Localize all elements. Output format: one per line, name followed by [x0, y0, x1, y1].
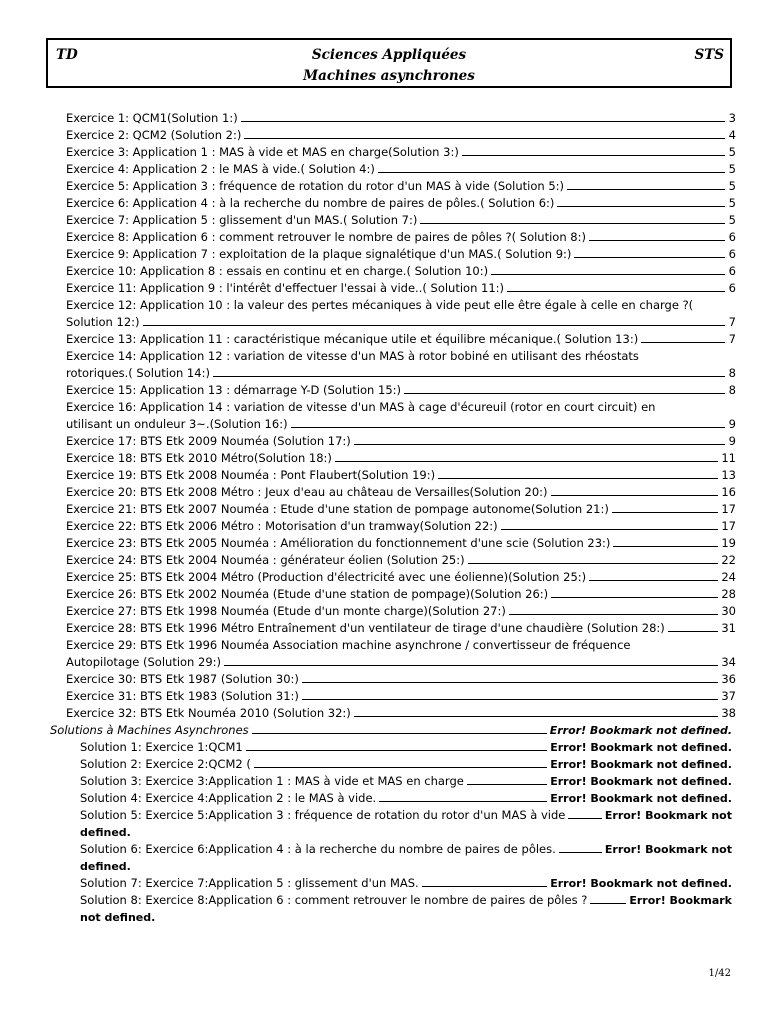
toc-page-ref: 3	[728, 111, 736, 125]
solution-entry-link[interactable]	[50, 773, 732, 790]
toc-entry-label: Exercice 25: BTS Etk 2004 Métro (Production d'électricité avec une éolienne)(Solution 25:)	[66, 570, 587, 584]
toc-entry-link[interactable]	[50, 331, 736, 348]
toc-page-ref: 8	[728, 383, 736, 397]
toc-entry-link[interactable]	[50, 671, 736, 688]
toc-leader-line	[354, 716, 719, 717]
toc-page-ref: 19	[721, 536, 736, 550]
toc-leader-line	[462, 155, 725, 156]
toc-leader-line	[568, 818, 602, 819]
toc-entry-row	[66, 688, 736, 705]
toc-leader-line	[379, 801, 547, 802]
toc-page-ref: 5	[728, 145, 736, 159]
toc-page-ref: 9	[728, 417, 736, 431]
toc-page-ref: Error! Bookmark not defined.	[549, 724, 732, 737]
toc-entry-label: Exercice 21: BTS Etk 2007 Nouméa : Etude d'une station de pompage autonome(Solution 21:)	[66, 502, 609, 516]
toc-page-ref: 38	[721, 706, 736, 720]
toc-entry-link[interactable]	[50, 569, 736, 586]
toc-leader-line	[213, 376, 725, 377]
toc-entry-label: Exercice 2: QCM2 (Solution 2:)	[66, 128, 242, 142]
toc-entry-label: Exercice 31: BTS Etk 1983 (Solution 31:)	[66, 689, 299, 703]
toc-entry-label: Solution 5: Exercice 5:Application 3 : fréquence de rotation du rotor d'un MAS à vide	[80, 808, 566, 822]
toc-page-ref: 7	[728, 332, 736, 346]
toc-entry-row	[66, 314, 736, 331]
toc-entry-label: Solution 1: Exercice 1:QCM1	[80, 740, 243, 754]
toc-leader-line	[302, 699, 718, 700]
toc-entry-label: Exercice 23: BTS Etk 2005 Nouméa : Amélioration du fonctionnement d'une scie (Solution 23:)	[66, 536, 611, 550]
toc-page-ref: 31	[721, 621, 736, 635]
toc-page-ref: 6	[728, 281, 736, 295]
toc-leader-line	[574, 257, 725, 258]
toc-page-ref: 16	[721, 485, 736, 499]
toc-page-ref: 6	[728, 247, 736, 261]
toc-entry-row	[66, 654, 736, 671]
toc-entry-link[interactable]	[50, 399, 736, 433]
toc-page-ref: Error! Bookmark not defined.	[550, 741, 732, 754]
toc-entry-row	[66, 671, 736, 688]
toc-entry-row	[66, 246, 736, 263]
toc-leader-line	[244, 138, 725, 139]
toc-leader-line	[467, 784, 547, 785]
toc-page-ref: 11	[721, 451, 736, 465]
toc-leader-line	[246, 750, 548, 751]
toc-leader-line	[252, 733, 547, 734]
toc-entry-link[interactable]	[50, 110, 736, 127]
toc-page-ref: 9	[728, 434, 736, 448]
toc-page-ref: 5	[728, 162, 736, 176]
toc-entry-line: Exercice 29: BTS Etk 1996 Nouméa Association machine asynchrone / convertisseur de fréquence	[66, 638, 631, 652]
toc-page-ref: 6	[728, 230, 736, 244]
toc-leader-line	[422, 886, 548, 887]
toc-leader-line	[241, 121, 725, 122]
solution-entry-ref-cont: defined.	[80, 826, 131, 839]
toc-page-ref: Error! Bookmark not defined.	[550, 877, 732, 890]
toc-page-ref: Error! Bookmark not defined.	[550, 775, 732, 788]
solution-entry-row	[80, 892, 732, 909]
toc-entry-row	[66, 620, 736, 637]
toc-entry-label: Solution 8: Exercice 8:Application 6 : comment retrouver le nombre de paires de pôles ?	[80, 893, 588, 907]
toc-entry-row	[66, 416, 736, 433]
toc-leader-line	[420, 223, 725, 224]
toc-entry-label: Exercice 17: BTS Etk 2009 Nouméa (Solution 17:)	[66, 434, 351, 448]
toc-entry-link[interactable]	[50, 586, 736, 603]
toc-leader-line	[589, 580, 718, 581]
toc-leader-line	[491, 274, 725, 275]
solution-entry-row	[80, 807, 732, 824]
toc-entry-line: Exercice 16: Application 14 : variation de vitesse d'un MAS à cage d'écureuil (rotor en court circuit) en	[66, 400, 656, 414]
toc-leader-line	[509, 614, 718, 615]
toc-entry-link[interactable]	[50, 552, 736, 569]
toc-entry-label: Exercice 13: Application 11 : caractéristique mécanique utile et équilibre mécanique.( Solution 13:)	[66, 332, 639, 346]
toc-entry-link[interactable]	[50, 620, 736, 637]
toc-entry-row	[66, 195, 736, 212]
page-number: 1/42	[708, 968, 731, 979]
toc-entry-link[interactable]	[50, 603, 736, 620]
toc-entry-label: Exercice 10: Application 8 : essais en continu et en charge.( Solution 10:)	[66, 264, 489, 278]
toc-entry-label: Exercice 26: BTS Etk 2002 Nouméa (Etude d'une station de pompage)(Solution 26:)	[66, 587, 549, 601]
toc-leader-line	[507, 291, 725, 292]
solution-entry-row	[80, 739, 732, 756]
toc-page-ref: 4	[728, 128, 736, 142]
toc-leader-line	[404, 393, 725, 394]
toc-entry-link[interactable]	[50, 246, 736, 263]
toc-page-ref: Error! Bookmark not	[604, 809, 732, 822]
toc-entry-row	[66, 331, 736, 348]
toc-leader-line	[551, 495, 719, 496]
solution-entry-row	[80, 773, 732, 790]
toc-entry-label: Exercice 32: BTS Etk Nouméa 2010 (Solution 32:)	[66, 706, 351, 720]
toc-entry-row	[66, 161, 736, 178]
toc-page-ref: Error! Bookmark not defined.	[550, 792, 732, 805]
toc-entry-row	[66, 127, 736, 144]
toc-entry-link[interactable]	[50, 705, 736, 722]
toc-leader-line	[335, 461, 718, 462]
toc-entry-row	[66, 450, 736, 467]
toc-page-ref: 7	[728, 315, 736, 329]
toc-leader-line	[559, 852, 602, 853]
toc-entry-row	[66, 263, 736, 280]
toc-leader-line	[354, 444, 725, 445]
toc-leader-line	[612, 512, 719, 513]
toc-leader-line	[567, 189, 725, 190]
toc-leader-line	[557, 206, 725, 207]
page-header	[46, 38, 732, 88]
toc-entry-row	[66, 535, 736, 552]
solution-entry-link[interactable]	[50, 756, 732, 773]
toc-entry-row	[66, 382, 736, 399]
toc-entry-row	[66, 467, 736, 484]
solution-entry-link[interactable]	[50, 875, 732, 892]
toc-entry-link[interactable]	[50, 518, 736, 535]
toc-entry-label: Exercice 27: BTS Etk 1998 Nouméa (Etude d'un monte charge)(Solution 27:)	[66, 604, 506, 618]
header-subtitle: Machines asynchrones	[303, 68, 475, 84]
toc-entry-line: Exercice 12: Application 10 : la valeur des pertes mécaniques à vide peut elle être égale à celle en charge ?(	[66, 298, 694, 312]
toc-entry-label: Exercice 15: Application 13 : démarrage Y-D (Solution 15:)	[66, 383, 401, 397]
toc-entry-link[interactable]	[50, 195, 736, 212]
toc-page-ref: 17	[721, 502, 736, 516]
toc-entry-label: utilisant un onduleur 3~.(Solution 16:)	[66, 417, 288, 431]
toc-entry-row	[66, 178, 736, 195]
toc-entry-link[interactable]	[50, 450, 736, 467]
toc-entry-label: Solution 2: Exercice 2:QCM2 (	[80, 757, 251, 771]
toc-entry-link[interactable]	[50, 280, 736, 297]
toc-entry-label: Exercice 1: QCM1(Solution 1:)	[66, 111, 238, 125]
toc-page-ref: 6	[728, 264, 736, 278]
toc-leader-line	[224, 665, 718, 666]
toc-page-ref: 17	[721, 519, 736, 533]
toc-entry-link[interactable]	[50, 297, 736, 331]
toc-leader-line	[143, 325, 726, 326]
toc-entry-link[interactable]	[50, 688, 736, 705]
header-right: STS	[694, 47, 724, 63]
toc-leader-line	[254, 767, 547, 768]
toc-leader-line	[378, 172, 725, 173]
solution-entry-row	[80, 841, 732, 858]
toc-page-ref: 36	[721, 672, 736, 686]
toc-entry-label: Exercice 30: BTS Etk 1987 (Solution 30:)	[66, 672, 299, 686]
toc-entry-row	[66, 110, 736, 127]
toc-leader-line	[589, 240, 725, 241]
toc-page-ref: Error! Bookmark	[629, 894, 732, 907]
toc-entry-label: Exercice 18: BTS Etk 2010 Métro(Solution 18:)	[66, 451, 332, 465]
toc-entry-row	[66, 552, 736, 569]
toc-page-ref: 34	[721, 655, 736, 669]
toc-entry-link[interactable]	[50, 433, 736, 450]
toc-page-ref: Error! Bookmark not defined.	[550, 758, 732, 771]
toc-entry-label: Solution 7: Exercice 7:Application 5 : glissement d'un MAS.	[80, 876, 419, 890]
toc-page-ref: 5	[728, 179, 736, 193]
toc-entry-link[interactable]	[50, 535, 736, 552]
toc-leader-line	[641, 342, 725, 343]
toc-entry-row	[66, 518, 736, 535]
toc-entry-label: Solution 12:)	[66, 315, 140, 329]
toc-entry-link[interactable]	[50, 501, 736, 518]
toc-entry-link[interactable]	[50, 178, 736, 195]
toc-page-ref: 13	[721, 468, 736, 482]
toc-page-ref: 30	[721, 604, 736, 618]
toc-entry-row	[66, 365, 736, 382]
toc-entry-link[interactable]	[50, 467, 736, 484]
toc-entry-label: Exercice 20: BTS Etk 2008 Métro : Jeux d'eau au château de Versailles(Solution 20:)	[66, 485, 548, 499]
toc-entry-link[interactable]	[50, 229, 736, 246]
toc-entry-row	[66, 501, 736, 518]
solution-entry-link[interactable]	[50, 892, 732, 926]
toc-entry-label: Exercice 7: Application 5 : glissement d'un MAS.( Solution 7:)	[66, 213, 418, 227]
toc-leader-line	[551, 597, 718, 598]
toc-entry-link[interactable]	[50, 212, 736, 229]
toc-entry-label: Exercice 5: Application 3 : fréquence de rotation du rotor d'un MAS à vide (Solution 5:)	[66, 179, 565, 193]
toc-entry-label: Exercice 11: Application 9 : l'intérêt d'effectuer l'essai à vide..( Solution 11:)	[66, 281, 505, 295]
table-of-contents	[50, 110, 736, 926]
toc-entry-link[interactable]	[50, 161, 736, 178]
toc-entry-link[interactable]	[50, 348, 736, 382]
toc-entry-label: Solution 6: Exercice 6:Application 4 : à la recherche du nombre de paires de pôles.	[80, 842, 556, 856]
header-title: Sciences Appliquées	[311, 47, 467, 63]
toc-page-ref: 5	[728, 213, 736, 227]
solution-entry-link[interactable]	[50, 841, 732, 875]
toc-leader-line	[613, 546, 718, 547]
toc-leader-line	[438, 478, 718, 479]
toc-entry-row	[66, 433, 736, 450]
toc-entry-row	[66, 705, 736, 722]
toc-leader-line	[291, 427, 725, 428]
toc-entry-row	[66, 229, 736, 246]
toc-page-ref: 5	[728, 196, 736, 210]
toc-entry-label: Solution 4: Exercice 4:Application 2 : le MAS à vide.	[80, 791, 377, 805]
toc-entry-label: Exercice 8: Application 6 : comment retrouver le nombre de paires de pôles ?( Solution 8:)	[66, 230, 586, 244]
toc-entry-row	[66, 280, 736, 297]
toc-leader-line	[468, 563, 719, 564]
toc-leader-line	[501, 529, 719, 530]
toc-entry-label: Solutions à Machines Asynchrones	[50, 723, 249, 737]
toc-entry-label: Exercice 3: Application 1 : MAS à vide et MAS en charge(Solution 3:)	[66, 145, 459, 159]
toc-page-ref: 22	[721, 553, 736, 567]
toc-entry-row	[66, 586, 736, 603]
solution-entry-link[interactable]	[50, 790, 732, 807]
toc-page-ref: 37	[721, 689, 736, 703]
solutions-heading-link[interactable]	[50, 722, 732, 739]
solution-entry-ref-cont: defined.	[80, 860, 131, 873]
toc-page-ref: Error! Bookmark not	[604, 843, 732, 856]
toc-entry-link[interactable]	[50, 127, 736, 144]
toc-entry-label: Solution 3: Exercice 3:Application 1 : MAS à vide et MAS en charge	[80, 774, 464, 788]
toc-entry-label: Exercice 9: Application 7 : exploitation de la plaque signalétique d'un MAS.( Solution 9:)	[66, 247, 572, 261]
toc-entry-label: Exercice 28: BTS Etk 1996 Métro Entraînement d'un ventilateur de tirage d'une chaudière (Solution 28:)	[66, 621, 665, 635]
toc-entry-label: Exercice 24: BTS Etk 2004 Nouméa : générateur éolien (Solution 25:)	[66, 553, 465, 567]
toc-entry-link[interactable]	[50, 144, 736, 161]
toc-entry-link[interactable]	[50, 263, 736, 280]
toc-entry-line: Exercice 14: Application 12 : variation de vitesse d'un MAS à rotor bobiné en utilisant des rhéostats	[66, 349, 639, 363]
toc-page-ref: 8	[728, 366, 736, 380]
toc-entry-row	[66, 603, 736, 620]
toc-entry-link[interactable]	[50, 484, 736, 501]
solution-entry-row	[80, 756, 732, 773]
toc-entry-row	[66, 484, 736, 501]
toc-entry-label: rotoriques.( Solution 14:)	[66, 366, 210, 380]
toc-page-ref: 24	[721, 570, 736, 584]
solution-entry-row	[80, 875, 732, 892]
toc-entry-row	[66, 569, 736, 586]
toc-leader-line	[302, 682, 718, 683]
toc-leader-line	[590, 903, 626, 904]
header-left: TD	[56, 47, 78, 63]
toc-entry-row	[66, 212, 736, 229]
toc-entry-label: Autopilotage (Solution 29:)	[66, 655, 221, 669]
solution-entry-link[interactable]	[50, 739, 732, 756]
solution-entry-row	[80, 790, 732, 807]
toc-entry-row	[66, 144, 736, 161]
solution-entry-ref-cont: not defined.	[80, 911, 156, 924]
solution-entry-link[interactable]	[50, 807, 732, 841]
toc-entry-label: Exercice 19: BTS Etk 2008 Nouméa : Pont Flaubert(Solution 19:)	[66, 468, 436, 482]
toc-page-ref: 28	[721, 587, 736, 601]
toc-entry-link[interactable]	[50, 637, 736, 671]
toc-leader-line	[668, 631, 719, 632]
toc-entry-label: Exercice 4: Application 2 : le MAS à vide.( Solution 4:)	[66, 162, 375, 176]
toc-entry-label: Exercice 6: Application 4 : à la recherche du nombre de paires de pôles.( Solution 6:)	[66, 196, 555, 210]
toc-entry-label: Exercice 22: BTS Etk 2006 Métro : Motorisation d'un tramway(Solution 22:)	[66, 519, 498, 533]
toc-entry-link[interactable]	[50, 382, 736, 399]
